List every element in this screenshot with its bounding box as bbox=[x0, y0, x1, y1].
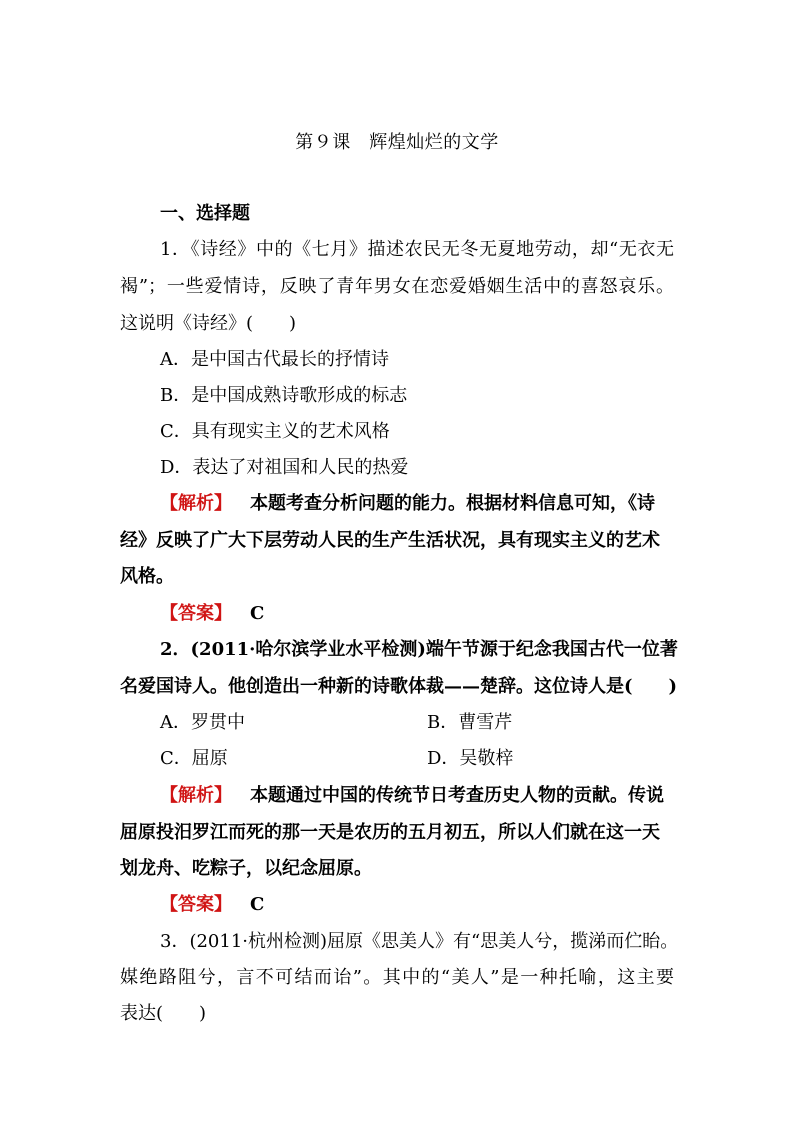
q2-option-c: C．屈原 bbox=[160, 748, 228, 769]
q2-analysis-line-1: 本题通过中国的传统节日考查历史人物的贡献。传说 bbox=[250, 785, 664, 806]
section-heading: 一、选择题 bbox=[160, 203, 250, 224]
q2-option-d: D．吴敬梓 bbox=[427, 748, 514, 769]
answer-tag: 【答案】 bbox=[160, 603, 232, 624]
q3-line-3: 表达( ) bbox=[120, 1003, 207, 1024]
analysis-tag: 【解析】 bbox=[160, 493, 232, 514]
q1-option-c: C．具有现实主义的艺术风格 bbox=[160, 421, 390, 442]
q2-answer-value: C bbox=[250, 894, 265, 915]
q2-analysis-line-3: 划龙舟、吃粽子，以纪念屈原。 bbox=[120, 858, 372, 879]
q2-option-b: B．曹雪芹 bbox=[427, 712, 513, 733]
q1-option-a: A．是中国古代最长的抒情诗 bbox=[160, 349, 389, 370]
q3-line-1: 3．(2011·杭州检测)屈原《思美人》有“思美人兮，揽涕而伫眙。 bbox=[160, 931, 679, 952]
q1-line-2: 褐”；一些爱情诗，反映了青年男女在恋爱婚姻生活中的喜怒哀乐。 bbox=[120, 276, 674, 297]
q2-line-1: 2．(2011·哈尔滨学业水平检测)端午节源于纪念我国古代一位著 bbox=[160, 639, 678, 660]
q1-analysis-line-2: 经》反映了广大下层劳动人民的生产生活状况，具有现实主义的艺术 bbox=[120, 530, 660, 551]
q3-line-2: 媒绝路阻兮，言不可结而诒”。其中的“美人”是一种托喻，这主要 bbox=[120, 967, 674, 988]
q2-analysis bbox=[160, 781, 664, 807]
q1-analysis bbox=[160, 489, 655, 515]
q2-line-2: 名爱国诗人。他创造出一种新的诗歌体裁——楚辞。这位诗人是( ) bbox=[120, 676, 678, 697]
q1-analysis-line-3: 风格。 bbox=[120, 566, 174, 587]
answer-tag: 【答案】 bbox=[160, 894, 232, 915]
q1-analysis-line-1: 本题考查分析问题的能力。根据材料信息可知，《诗 bbox=[250, 493, 655, 514]
q2-option-a: A．罗贯中 bbox=[160, 712, 245, 733]
q1-answer-value: C bbox=[250, 603, 265, 624]
q1-line-1: 1．《诗经》中的《七月》描述农民无冬无夏地劳动，却“无衣无 bbox=[160, 239, 674, 260]
q2-answer bbox=[160, 890, 264, 916]
q1-option-d: D．表达了对祖国和人民的热爱 bbox=[160, 457, 409, 478]
page-title: 第９课 辉煌灿烂的文学 bbox=[295, 132, 499, 153]
q1-option-b: B．是中国成熟诗歌形成的标志 bbox=[160, 385, 408, 406]
q1-answer bbox=[160, 599, 264, 625]
analysis-tag: 【解析】 bbox=[160, 785, 232, 806]
q1-line-3: 这说明《诗经》( ) bbox=[120, 313, 297, 334]
q2-analysis-line-2: 屈原投汨罗江而死的那一天是农历的五月初五，所以人们就在这一天 bbox=[120, 822, 660, 843]
